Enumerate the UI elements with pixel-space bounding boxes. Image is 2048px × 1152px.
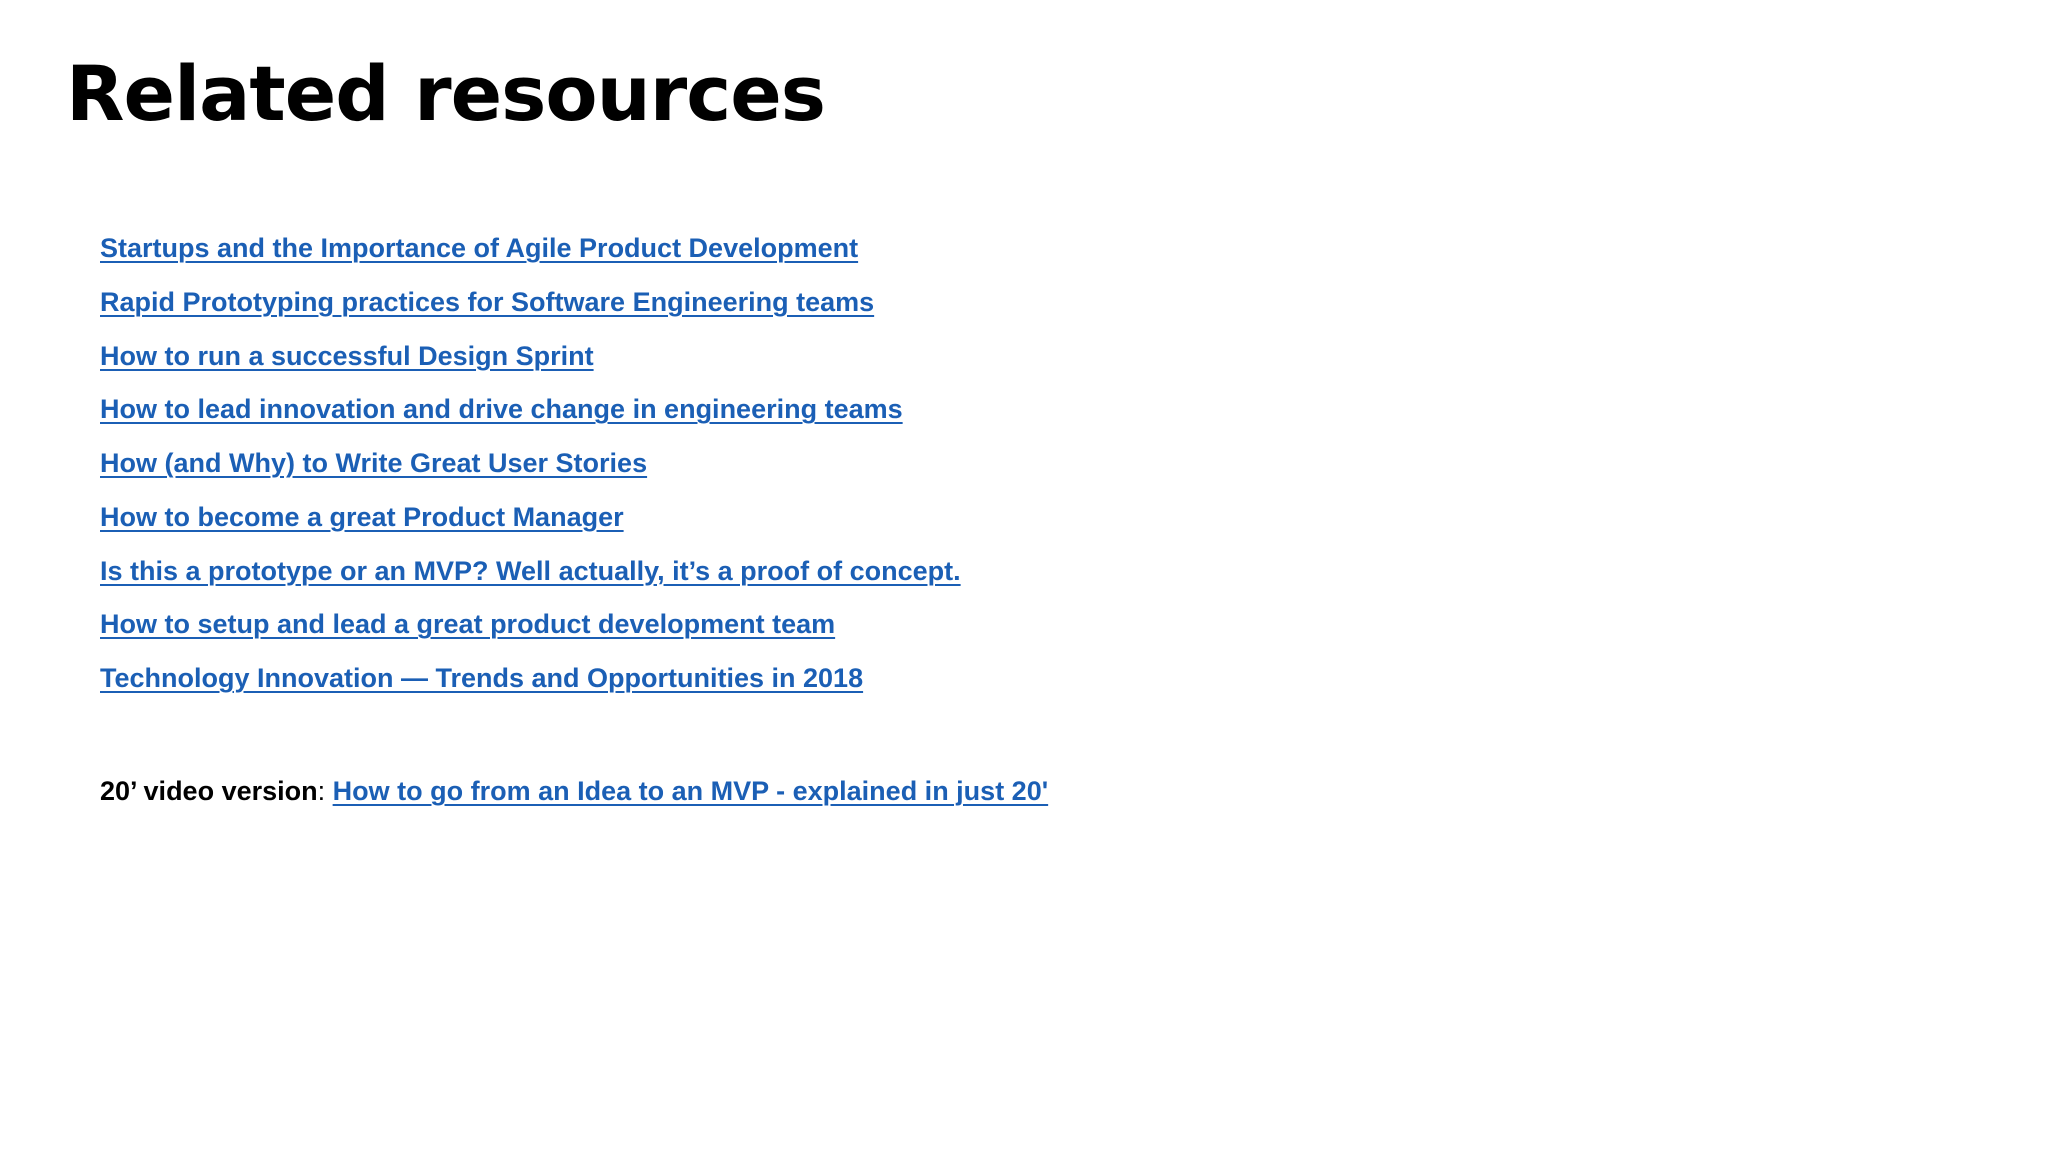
list-item [100, 497, 961, 551]
list-item [100, 336, 961, 390]
list-item [100, 551, 961, 605]
list-item [100, 604, 961, 658]
resource-link[interactable]: How to run a successful Design Sprint [100, 340, 594, 371]
resource-link[interactable]: Startups and the Importance of Agile Product Development [100, 233, 859, 263]
resource-link[interactable]: How to setup and lead a great product development team [100, 609, 836, 640]
list-item [100, 228, 961, 282]
video-link[interactable]: How to go from an Idea to an MVP - explained in just 20' [332, 776, 1049, 806]
video-version-separator: : [317, 776, 333, 806]
video-version-label: 20’ video version [100, 776, 318, 806]
resource-link[interactable]: How to lead innovation and drive change in engineering teams [100, 394, 903, 425]
list-item [100, 389, 961, 443]
resource-link[interactable]: Rapid Prototyping practices for Software Engineering teams [100, 286, 875, 317]
resource-link[interactable]: Technology Innovation — Trends and Opportunities in 2018 [100, 663, 864, 693]
list-item [100, 282, 961, 336]
resource-link[interactable]: How (and Why) to Write Great User Stories [100, 448, 648, 478]
resource-link-list [100, 228, 961, 712]
list-item [100, 443, 961, 497]
resource-link[interactable]: Is this a prototype or an MVP? Well actually, it’s a proof of concept. [100, 555, 961, 586]
list-item [100, 658, 961, 712]
page-title: Related resources [66, 49, 826, 138]
video-version-line [100, 771, 1048, 811]
resource-link[interactable]: How to become a great Product Manager [100, 501, 624, 532]
